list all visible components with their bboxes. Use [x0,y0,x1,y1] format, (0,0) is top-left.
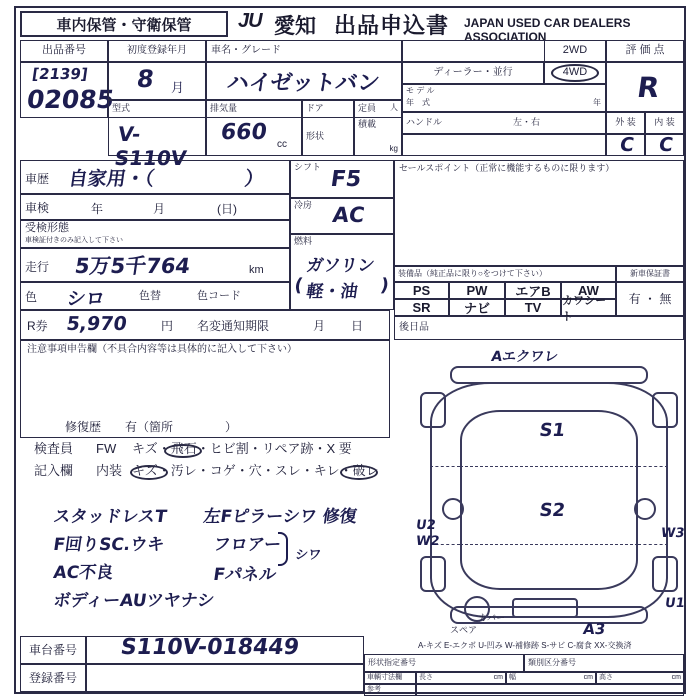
front-bumper [450,366,648,384]
drive-2wd-box [544,40,606,62]
model-year-unit: 年 [593,98,601,107]
handle-value: 左・右 [513,117,541,127]
nc-month: 月 [313,319,326,333]
color-box [20,282,290,310]
divider-3 [430,466,460,467]
hand-note-1: スタッドレスT [52,507,168,527]
ac-value: AC [331,203,367,227]
exterior-label-box [606,112,645,134]
chassis-value-box [86,636,364,664]
exhibit-no-value: 02085 [25,85,117,114]
rating-label-box [606,40,684,62]
height-box [596,672,684,684]
hand-note-4: ボディーAUツヤナシ [52,591,216,611]
equip-pw[interactable]: PW [449,282,505,299]
insp-form-note: 車検証付きのみ記入して下さい [25,237,123,244]
model-label-box [108,100,206,118]
diagram-s1: S1 [538,420,567,441]
equip-aw[interactable]: AW [561,282,616,299]
reg-label-box [20,664,86,692]
insp-form-label: 受検形態 [25,222,69,234]
width-unit: cm [583,674,593,681]
fw-label: FW [96,441,117,456]
row1-blank-box [402,134,606,156]
name-change-label: 名変通知期限 [197,319,270,333]
name-grade-value: ハイゼットバン [225,71,382,96]
door-label: ドア [306,103,324,114]
model-year-label2: 年 式 [406,98,430,107]
hand-note-7: Fパネル [212,565,278,585]
warranty-label-box [616,266,684,282]
drive-2wd-label: 2WD [562,44,588,57]
hand-note-5: 左Fピラーシワ 修復 [202,507,359,527]
inspector-row1-items: キズ・飛石・ヒビ割・リペア跡・X 要 [132,441,352,456]
ref-label-box [364,684,416,696]
interior-items-label: 内装 [96,463,123,478]
interior-value-box [645,134,684,156]
equip-sr[interactable]: SR [394,299,449,316]
hand-note-6: フロアー [212,535,283,555]
rticket-value: 5,970 [65,313,129,335]
capacity-unit: 人 [390,103,398,112]
circle-mark-3 [340,465,378,480]
interior-label: 内 装 [654,117,675,128]
ref-label: 参考 [367,686,381,694]
rating-box [606,62,684,112]
diagram-s2: S2 [538,500,567,521]
length-label: 長さ [419,674,433,681]
model-value: V-S110V [113,122,189,170]
rticket-unit: 円 [161,319,174,333]
hand-note-8: シワ [294,548,323,563]
model-label: 型式 [112,103,131,114]
diagram-u1: U1 [664,596,686,611]
chassis-label: 車台番号 [28,642,77,657]
inspection-label: 車検 [25,201,50,215]
chassis-label-box [20,636,86,664]
load-unit: kg [389,143,398,153]
ju-logo-text: JU [238,10,262,32]
door-label-box [302,100,354,118]
model-year-box [402,84,606,112]
english-title: JAPAN USED CAR DEALERS ASSOCIATION [464,16,631,44]
circle-mark-2 [130,465,168,480]
inspector-row2-label: 記入欄 [34,463,74,478]
divider-4 [638,466,668,467]
color-value: シロ [65,288,107,310]
diagram-w3: W3 [660,526,686,541]
class-code-box [524,654,684,672]
shape-box [302,118,354,156]
first-reg-label-box [108,40,206,62]
history-label: 車歴 [25,172,50,186]
length-unit: cm [493,674,503,681]
inspector-row1 [20,438,390,460]
wheel-fl [420,392,446,428]
wheel-fr [652,392,678,428]
shift-value: F5 [329,167,363,192]
chassis-value: S110V-018449 [119,635,301,660]
diagram-top-label: Aエクワレ [490,349,560,365]
divider-2 [460,544,638,545]
color-change-label: 色替 [139,290,161,302]
brace-mark [278,532,288,566]
wheel-rl [420,556,446,592]
hand-note-3: AC不良 [52,563,115,583]
inspector-row1-label: 検査員 [34,441,74,456]
fuel-close: ) [379,275,391,296]
exhibit-no-label-box [20,40,108,62]
name-grade-label: 車名・グレード [211,44,281,56]
name-grade-ext-box [402,40,544,62]
diagram-a3: A3 [582,620,607,638]
equip-label-box [394,266,616,282]
name-grade-box [206,62,402,100]
color-code-label: 色コード [197,290,241,302]
class-code-label: 類別区分番号 [528,657,576,667]
later-box [394,316,684,340]
ref-value-box [416,684,684,696]
mileage-label: 走行 [25,260,50,274]
mileage-box [20,248,290,282]
storage-label: 車内保管・守衛保管 [56,16,192,34]
inspection-box [20,194,290,220]
displacement-label-box [206,100,302,118]
dim-label: 車輌寸法欄 [367,674,402,682]
insp-form-box [20,220,290,248]
repair-close: ） [225,420,238,434]
shift-box [290,160,394,198]
displacement-box [206,118,302,156]
rating-value: R [635,70,662,104]
drive-4wd-box [544,62,606,84]
exterior-value-box [606,134,645,156]
model-year-label: モ デ ル [406,86,435,95]
dealer-box [402,62,544,84]
dim-label-box [364,672,416,684]
diagram-cover-label: カバー [478,613,506,623]
warranty-label: 新車保証書 [630,268,670,278]
divider-1 [460,466,638,467]
equip-label: 装備品（純正品に限り○をつけて下さい） [398,268,547,278]
mileage-unit: km [249,264,264,276]
doc-title: 出品申込書 [334,13,450,38]
model-box [108,118,206,170]
equip-leather-seat[interactable]: カワシート [561,299,616,316]
height-unit: cm [671,674,681,681]
interior-value: C [657,134,675,156]
insp-month: 月 [153,202,166,216]
shape-code-box [364,654,524,672]
load-label: 積載 [358,119,377,129]
notes-label: 注意事項申告欄（不具合内容等は具体的に記入して下さい） [27,344,297,355]
first-reg-value: 8 [135,65,156,93]
reg-label: 登録番号 [28,670,77,685]
door-handle-left [442,498,464,520]
history-close: ） [243,168,266,190]
inspector-row2-items: キズ・汚レ・コゲ・穴・スレ・キレ・破レ [132,463,379,478]
fuel-label: 燃料 [294,236,313,246]
door-handle-right [634,498,656,520]
equip-airbag[interactable]: エアB [505,282,561,299]
fuel-value2: 軽・油 [305,282,359,302]
history-value: 自家用・（ [67,168,156,190]
cover-box [512,598,578,618]
insp-day: (日) [217,202,237,216]
hand-note-2: F回りSC.ウキ [52,535,166,555]
displacement-value: 660 [219,120,269,145]
first-reg-label: 初度登録年月 [127,44,187,56]
rticket-label: R券 [27,319,48,333]
car-diagram [416,348,684,640]
width-box [506,672,596,684]
displacement-label: 排気量 [210,103,238,114]
fuel-box [290,234,394,310]
first-reg-box [108,62,206,100]
diagram-u2: U2 [415,518,437,533]
inspector-row2 [20,460,390,482]
capacity-label: 定員 [358,103,377,114]
sales-point-box [394,160,684,266]
nc-day: 日 [351,319,364,333]
circle-mark-1 [164,444,202,458]
equip-tv[interactable]: TV [505,299,561,316]
name-grade-label-box [206,40,402,62]
auction-sheet [14,6,686,694]
displacement-unit: cc [277,139,287,150]
height-label: 高さ [599,674,613,681]
shape-code-label: 形状指定番号 [368,657,416,667]
first-reg-unit: 月 [171,81,185,96]
shape-label: 形状 [306,130,325,141]
length-box [416,672,506,684]
warranty-value-box[interactable] [616,282,684,316]
aichi-label: 愛知 [274,15,316,38]
handle-box [402,112,606,134]
repair-label: 修復歴 [65,420,102,434]
color-label: 色 [25,290,38,304]
exhibit-no-label: 出品番号 [42,44,86,57]
dealer-label: ディーラー・並行 [433,66,513,78]
exhibit-no-sub: [2139] [31,65,89,83]
rating-label: 評 価 点 [625,44,665,57]
diagram-legend: A-キズ E-エクボ U-凹み W-補修跡 S-サビ C-腐食 XX-交換済 [418,641,632,650]
warranty-value: 有 ・ 無 [628,291,672,306]
divider-6 [638,544,668,545]
ac-box [290,198,394,234]
history-box [20,160,290,194]
wheel-rr [652,556,678,592]
mileage-value: 5万5千764 [73,254,192,278]
rticket-box [20,310,390,340]
exterior-label: 外 装 [615,117,636,128]
exterior-value: C [618,134,636,156]
insp-year: 年 [91,202,104,216]
shift-label: シフト [294,162,322,172]
equip-ps[interactable]: PS [394,282,449,299]
interior-label-box [645,112,684,134]
fuel-open: ( [293,275,305,296]
ju-logo [238,10,262,33]
reg-value-box [86,664,364,692]
width-label: 幅 [509,674,516,681]
later-label: 後日品 [399,322,429,333]
diagram-w2: W2 [415,534,441,549]
diagram-spare-label: スペア [450,625,478,635]
load-box [354,118,402,156]
fuel-value: ガソリン [305,256,376,276]
handle-label: ハンドル [406,117,443,127]
sales-point-label: セールスポイント（正常に機能するものに限ります） [399,163,615,173]
equip-navi[interactable]: ナビ [449,299,505,316]
ac-label: 冷房 [294,200,313,210]
notes-box [20,340,390,438]
drive-4wd-label: 4WD [562,66,588,79]
exhibit-no-box [20,62,117,118]
repair-value: 有（箇所 [125,420,174,434]
storage-box [20,11,228,37]
